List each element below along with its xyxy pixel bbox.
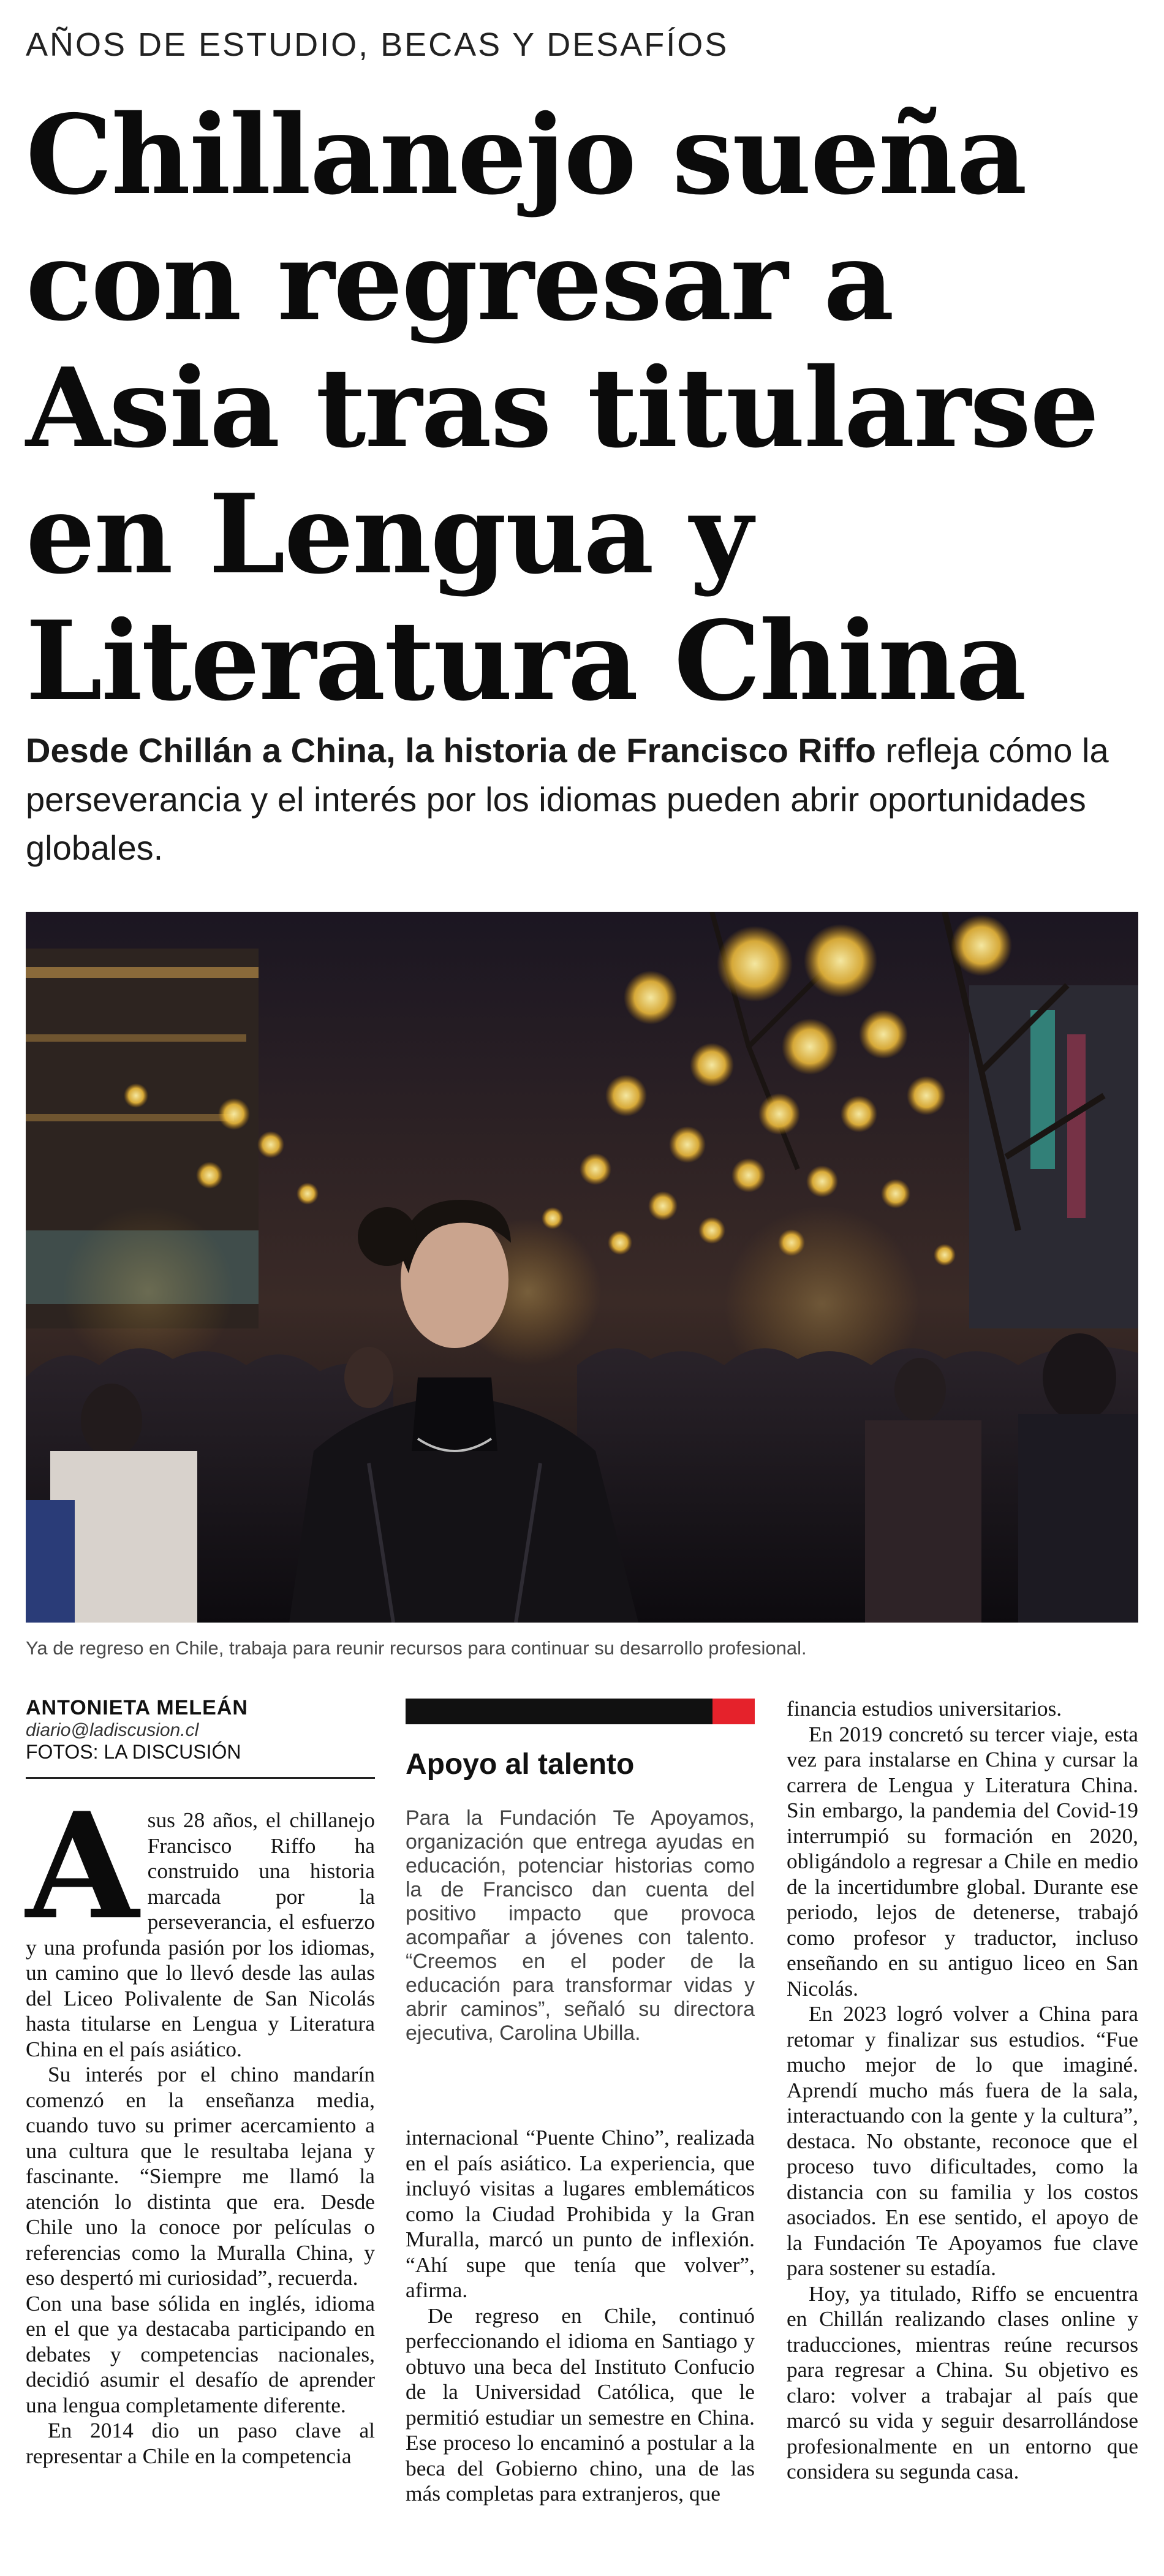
paragraph: En 2014 dio un paso clave al representar a Chile en la competencia — [26, 2418, 375, 2468]
lead-bold-text: Desde Chillán a China, la historia de Francisco Riffo — [26, 731, 876, 770]
sidebar-box-accent — [712, 1699, 755, 1724]
article-photo — [26, 912, 1138, 1623]
photo-caption: Ya de regreso en Chile, trabaja para reunir recursos para continuar su desarrollo profesional. — [26, 1637, 807, 1659]
article-lead — [26, 726, 1141, 873]
article-column-2 — [406, 2125, 755, 2507]
paragraph: Con una base sólida en inglés, idioma en el que ya destacaba participando en debates y competencias nacionales, decidió asumir el desafío de aprender una lengua completamente diferente. — [26, 2290, 375, 2417]
drop-cap: A — [26, 1781, 139, 1952]
lead-text: refleja cómo la perseverancia y el interés por los idiomas pueden abrir oportunidades globales. — [26, 731, 1109, 868]
photo-night-street-lanterns — [26, 912, 1138, 1623]
paragraph: Su interés por el chino mandarín comenzó en la enseñanza media, cuando tuvo su primer acercamiento a una cultura que le resultaba lejana y fascinante. “Siempre me llamó la atención lo distinta que era. Desde Chile uno la conoce por películas o referencias como la Muralla China, y eso despertó mi curiosidad”, recuerda. — [26, 2062, 375, 2290]
paragraph: En 2023 logró volver a China para retomar y finalizar sus estudios. “Fue mucho mejor de lo que imaginé. Aprendí mucho más fuera de la sala, interactuando con la gente y la cultura”, destaca. No obstante, reconoce que el proceso tuvo dificultades, como la distancia con su familia y los costos asociados. En ese sentido, el apoyo de la Fundación Te Apoyamos fue clave para sostener su estadía. — [787, 2001, 1138, 2280]
byline — [26, 1696, 375, 1779]
article-column-1 — [26, 1781, 375, 2469]
paragraph: financia estudios universitarios. — [787, 1696, 1062, 1721]
author-name: ANTONIETA MELEÁN — [26, 1696, 248, 1719]
article-headline: Chillanejo sueña con regresar a Asia tras titularse en Lengua y Literatura China — [26, 91, 1098, 725]
paragraph: Hoy, ya titulado, Riffo se encuentra en Chillán realizando clases online y traducciones, mientras reúne recursos para regresar a China. Su objetivo es claro: volver a trabajar al país que marcó su vida y seguir desarrollándose profesionalmente en un entorno que considera su segunda casa. — [787, 2281, 1138, 2483]
section-kicker: AÑOS DE ESTUDIO, BECAS Y DESAFÍOS — [26, 26, 729, 63]
author-email: diario@ladiscusion.cl — [26, 1720, 199, 1740]
article-column-3 — [787, 1696, 1138, 2485]
paragraph — [26, 1781, 375, 2062]
paragraph: De regreso en Chile, continuó perfeccionando el idioma en Santiago y obtuvo una beca del Instituto Confucio de la Universidad Católica, que le permitió estudiar un semestre en China. Ese proceso lo encaminó a postular a la beca del Gobierno chino, una de las más completas para extranjeros, que — [406, 2303, 755, 2506]
sidebar-box-text: Para la Fundación Te Apoyamos, organización que entrega ayudas en educación, potenciar historias como la de Francisco dan cuenta del positivo impacto que provoca acompañar a jóvenes con talento. “Creemos en el poder de la educación para transformar vidas y abrir caminos”, señaló su directora ejecutiva, Carolina Ubilla. — [406, 1806, 755, 2045]
paragraph: internacional “Puente Chino”, realizada en el país asiático. La experiencia, que incluyó visitas a lugares emblemáticos como la Ciudad Prohibida y la Gran Muralla, marcó un punto de inflexión. “Ahí supe que tenía que volver”, afirma. — [406, 2125, 755, 2302]
paragraph-text: sus 28 años, el chillanejo Francisco Riffo ha construido una historia marcada por la perseverancia, el esfuerzo y una profunda pasión por los idiomas, un camino que lo llevó desde las aulas del Liceo Polivalente de San Nicolás hasta titularse en Lengua y Literatura China en el país asiático. — [26, 1808, 375, 2061]
byline-divider — [26, 1777, 375, 1779]
sidebar-box-bar — [406, 1699, 755, 1724]
sidebar-box-title: Apoyo al talento — [406, 1748, 635, 1781]
photo-credit: FOTOS: LA DISCUSIÓN — [26, 1741, 241, 1763]
paragraph: En 2019 concretó su tercer viaje, esta vez para instalarse en China y cursar la carrera de Lengua y Literatura China. Sin embargo, la pandemia del Covid-19 interrumpió su formación en 2020, obligándolo a regresar a Chile en medio de la incertidumbre global. Durante ese periodo, lejos de detenerse, trabajó como profesor y traductor, incluso enseñando en su antiguo liceo en San Nicolás. — [787, 1721, 1138, 2001]
